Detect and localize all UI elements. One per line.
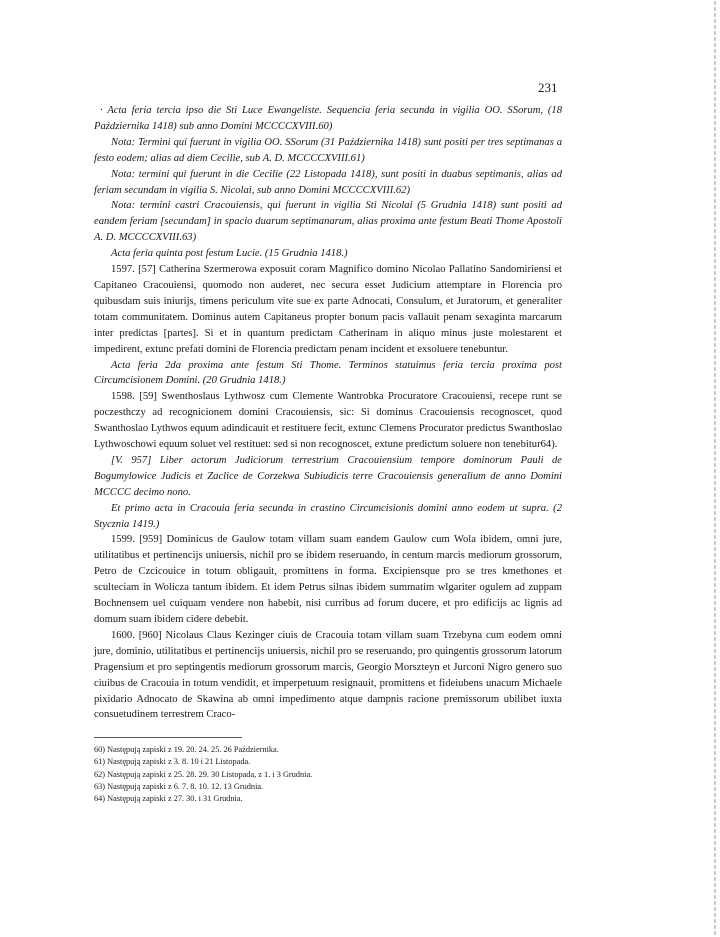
entry-1600: 1600. [960] Nicolaus Claus Kezinger ciuis de Cracouia totam villam suam Trzebyna cum eodem omni jure, dominio, utilitatibus et pertinencijs uniuersis, nichil pro se reseruando, pro quingentis grossorum latorum Pragensium et pro septingentis mediorum grossorum marcis, Georgio Morszteyn et Jurconi Nigro genero suo ciuibus de Cracouia in totum vendidit, et imperpetuum resignauit, promittens et fideiubens unacum Michaele pixidario Adnocato de Skawina ab omni impedimento atque dampnis racione premissorum ubilibet iuxta consuetudinem terrestrem Craco- — [94, 629, 562, 721]
entry-1597: 1597. [57] Catherina Szermerowa exposuit coram Magnifico domino Nicolao Pallatino Sandomiriensi et Capitaneo Cracouiensi, quomodo non auderet, nec secura esset Judicium attemptare in Florencia pro quibusdam suis iniurijs, timens periculum vite sue ex parte Adnocati, Consulum, et Juratorum, et generaliter totam communitatem. Dominus autem Capitaneus propter bonum pacis vallauit penam sexaginta marcarum inter predictas [partes]. Si et in quantum predictam Catherinam in aliquo minus juste molestarent et impedirent, extunc prefati domini de Florencia predictam penam incident et exsoluere tenebuntur. — [94, 264, 562, 355]
paragraph-nota-1: Nota: Termini qui fuerunt in vigilia OO. SSorum (31 Października 1418) sunt positi per tres septimanas a festo eodem; alias ad diem Cecilie, sub A. D. MCCCCXVIII.61) — [94, 136, 562, 164]
footnote-60: 60) Następują zapiski z 19. 20. 24. 25. 26 Października. — [94, 745, 279, 754]
footnote-64: 64) Następują zapiski z 27. 30. i 31 Grudnia. — [94, 794, 243, 804]
entry-1599: 1599. [959] Dominicus de Gaulow totam villam suam eandem Gaulow cum Wola ibidem, omni jure, utilitatibus et pertinencijs uniuersis, nichil pro se ibidem reseruando, in centum marcis mediorum grossorum, Petro de Czcicouice in totum obligauit, promittens in forma. Excipiensque pro se tres kmethones et sculteciam in Wolicza tantum ibidem. Et idem Petrus silnas ibidem summatim wlgariter ogulem ad zuppam Bochnensem uel cuiquam vendere non habebit, nisi curribus ad forum ducere, et pro edificijs ac lignis ad domum suam ibidem cidere debebit. — [94, 534, 562, 625]
paragraph-acta-luce: · Acta feria tercia ipso die Sti Luce Ewangeliste. Sequencia feria secunda in vigilia OO. SSorum, (18 Października 1418) sub anno Domini MCCCCXVIII.60) — [94, 105, 562, 132]
entry-1598: 1598. [59] Swenthoslaus Lythwosz cum Clemente Wantrobka Procuratore Cracouiensi, recepe runt se poczesthczy ad recognicionem domini Cracouiensis, sic: Si dominus Cracouiensis recognoscet, quod Swanthoslao Lythwos equum adindicauit et restituere fecit, extunc Clemens Procurator predictus Swanthoslao Lythwoschowi equum soluet vel restituet: sed si non recognoscet, extune predictum soluere non tenebitur64). — [94, 391, 562, 451]
paragraph-acta-lucie: Acta feria quinta post festum Lucie. (15 Grudnia 1418.) — [111, 248, 348, 260]
page-number: 231 — [538, 80, 558, 95]
paragraph-primo-acta: Et primo acta in Cracouia feria secunda in crastino Circumcisionis domini anno eodem ut supra. (2 Stycznia 1419.) — [94, 502, 562, 530]
footnote-62: 62) Następują zapiski z 25. 28. 29. 30 Listopada, z 1. i 3 Grudnia. — [94, 769, 313, 779]
paragraph-nota-2: Nota: termini qui fuerunt in die Cecilie (22 Listopada 1418), sunt positi in duabus septimanis, alias ad feriam secundam in vigilia S. Nicolai, sub anno Domini MCCCCXVIII.62) — [94, 168, 562, 196]
footnote-divider — [94, 737, 242, 738]
paragraph-nota-3: Nota: termini castri Cracouiensis, qui fuerunt in vigilia Sti Nicolai (5 Grudnia 1418) sunt positi ad eandem feriam [secundam] in spacio duarum septimanarum, alias proxima ante festum Beati Thome Apostoli A. D. MCCCCXVIII.63) — [94, 200, 562, 244]
main-text — [94, 103, 562, 723]
footnote-63: 63) Następują zapiski z 6. 7. 8. 10. 12. 13 Grudnia. — [94, 781, 264, 791]
paragraph-acta-thome: Acta feria 2da proxima ante festum Sti Thome. Terminos statuimus feria tercia proxima post Circumcisionem Domini. (20 Grudnia 1418.) — [94, 359, 562, 387]
footnotes — [94, 744, 562, 805]
paragraph-liber-actorum: [V. 957] Liber actorum Judiciorum terrestrium Cracouiensium tempore dominorum Pauli de Bogumylowice Judicis et Zaclice de Corzekwa Subiudicis terre Cracouiensis generalium de anno Domini MCCCC decimo nono. — [94, 454, 562, 498]
footnote-61: 61) Następują zapiski z 3. 8. 10 i 21 Listopada. — [94, 757, 251, 767]
page-edge-texture — [714, 0, 716, 937]
